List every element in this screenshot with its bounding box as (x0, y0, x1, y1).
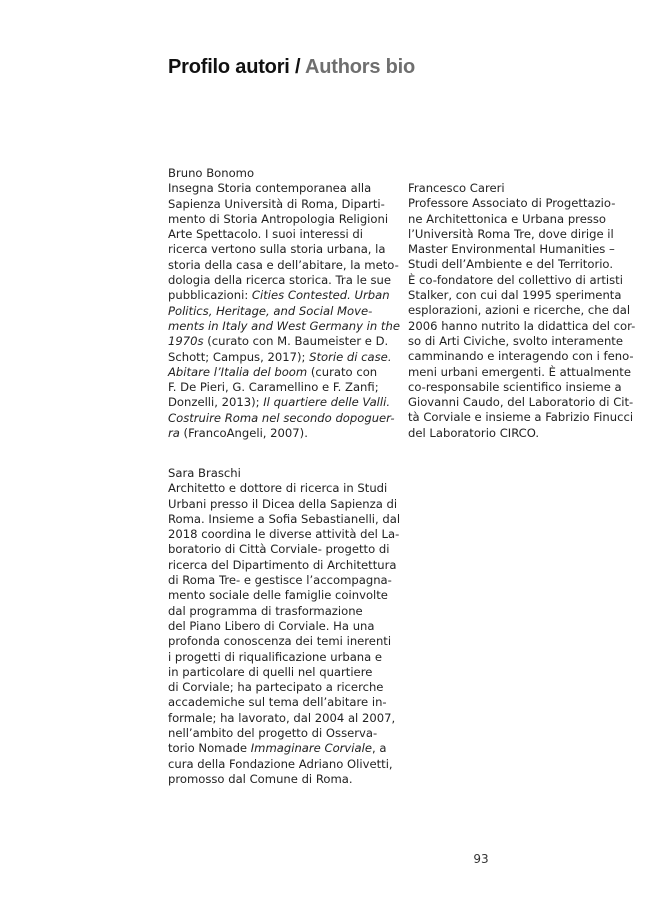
bio-line (408, 426, 635, 441)
bio-line (408, 242, 635, 257)
bio-line (168, 711, 400, 726)
bio-text: torio Nomade (168, 741, 251, 756)
bio-line (168, 619, 400, 634)
bio-line (168, 426, 400, 441)
bio-text: co-responsabile scientifico insieme a (408, 379, 622, 394)
author-bio (168, 181, 400, 441)
bio-text: Schott; Campus, 2017); (168, 349, 310, 364)
bio-line (168, 227, 400, 242)
bio-text: tà Corviale e insieme a Fabrizio Finucci (408, 410, 634, 425)
author-name: Bruno Bonomo (168, 166, 255, 180)
bio-text: di Corviale; ha partecipato a ricerche (168, 680, 384, 695)
italic-title-text: Immaginare Corviale (250, 741, 372, 756)
bio-line (408, 410, 635, 425)
bio-line (168, 304, 400, 319)
author-name: Sara Braschi (168, 466, 241, 480)
bio-line (408, 365, 635, 380)
bio-text: F. De Pieri, G. Caramellino e F. Zanfi; (168, 380, 379, 395)
title-italian: Profilo autori (168, 56, 290, 78)
bio-text: l’Università Roma Tre, dove dirige il (408, 226, 614, 241)
bio-text: del Laboratorio CIRCO. (408, 425, 540, 440)
bio-sara-braschi (168, 466, 400, 787)
italic-title-text: ments in Italy and West Germany in the (168, 318, 400, 333)
bio-line (168, 197, 400, 212)
bio-text: boratorio di Città Corviale- progetto di (168, 542, 390, 557)
italic-title-text: Costruire Roma nel secondo dopoguer- (168, 410, 395, 425)
bio-line (408, 288, 635, 303)
bio-line (408, 349, 635, 364)
bio-text: , a (371, 741, 387, 756)
bio-line (168, 650, 400, 665)
page-title (168, 56, 415, 79)
italic-title-text: Abitare l’Italia del boom (168, 364, 308, 379)
bio-line (408, 227, 635, 242)
bio-line (168, 411, 400, 426)
bio-line (168, 334, 400, 349)
bio-text: so di Arti Civiche, svolto interamente (408, 333, 623, 348)
bio-text: mento di Storia Antropologia Religioni (168, 211, 389, 226)
bio-text: Urbani presso il Dicea della Sapienza di (168, 496, 398, 511)
bio-line (168, 757, 400, 772)
bio-text: del Piano Libero di Corviale. Ha una (168, 618, 375, 633)
italic-title-text: ra (168, 426, 180, 441)
bio-line (168, 481, 400, 496)
bio-line (408, 257, 635, 272)
bio-text: (FrancoAngeli, 2007). (179, 426, 308, 441)
bio-text: Studi dell’Ambiente e del Territorio. (408, 257, 614, 272)
bio-line (168, 512, 400, 527)
bio-line (168, 212, 400, 227)
bio-text: accademiche sul tema dell’abitare in- (168, 695, 387, 710)
bio-text: 2018 coordina le diverse attività del La- (168, 527, 400, 542)
bio-line (168, 258, 400, 273)
bio-line (168, 181, 400, 196)
bio-text: 2006 hanno nutrito la didattica del cor- (408, 318, 636, 333)
bio-line (168, 350, 400, 365)
bio-line (168, 542, 400, 557)
bio-line (168, 573, 400, 588)
bio-text: cura della Fondazione Adriano Olivetti, (168, 756, 393, 771)
bio-line (168, 726, 400, 741)
bio-line (168, 288, 400, 303)
bio-line (168, 680, 400, 695)
bio-text: Master Environmental Humanities – (408, 242, 615, 257)
bio-line (168, 741, 400, 756)
italic-title-text: Il quartiere delle Valli. (263, 395, 391, 410)
bio-line (168, 380, 400, 395)
bio-text: Donzelli, 2013); (168, 395, 264, 410)
bio-text: formale; ha lavorato, dal 2004 al 2007, (168, 710, 396, 725)
bio-line (168, 695, 400, 710)
bio-text: pubblicazioni: (168, 288, 252, 303)
bio-text: Giovanni Caudo, del Laboratorio di Cit- (408, 395, 634, 410)
bio-text: ricerca vertono sulla storia urbana, la (168, 242, 386, 257)
bio-line (168, 242, 400, 257)
bio-text: in particolare di quelli nel quartiere (168, 664, 373, 679)
bio-text: profonda conoscenza dei temi inerenti (168, 634, 392, 649)
bio-line (408, 196, 635, 211)
bio-text: Stalker, con cui dal 1995 sperimenta (408, 288, 622, 303)
bio-text: Architetto e dottore di ricerca in Studi (168, 481, 388, 496)
bio-line (408, 334, 635, 349)
italic-title-text: Politics, Heritage, and Social Move- (168, 303, 373, 318)
bio-text: nell’ambito del progetto di Osserva- (168, 726, 378, 741)
bio-text: È co-fondatore del collettivo di artisti (408, 272, 623, 287)
bio-text: esplorazioni, azioni e ricerche, che dal (408, 303, 631, 318)
bio-line (408, 380, 635, 395)
page-number: 93 (473, 852, 489, 866)
author-name: Francesco Careri (408, 181, 505, 195)
bio-text: ricerca del Dipartimento di Architettura (168, 557, 397, 572)
bio-text: (curato con M. Baumeister e D. (203, 334, 389, 349)
bio-line (168, 604, 400, 619)
bio-line (408, 395, 635, 410)
bio-line (168, 319, 400, 334)
author-bio (168, 481, 400, 787)
bio-text: storia della casa e dell’abitare, la meto- (168, 257, 399, 272)
bio-text: di Roma Tre- e gestisce l’accompagna- (168, 573, 392, 588)
bio-line (168, 365, 400, 380)
bio-line (168, 558, 400, 573)
bio-line (168, 634, 400, 649)
bio-text: Sapienza Università di Roma, Diparti- (168, 196, 385, 211)
bio-line (408, 273, 635, 288)
bio-line (168, 665, 400, 680)
bio-line (168, 395, 400, 410)
bio-text: Professore Associato di Progettazio- (408, 196, 616, 211)
bio-text: mento sociale delle famiglie coinvolte (168, 588, 388, 603)
italic-title-text: 1970s (168, 334, 204, 349)
bio-francesco-careri (408, 181, 635, 441)
bio-line (168, 497, 400, 512)
title-english: Authors bio (304, 56, 415, 78)
bio-line (168, 588, 400, 603)
bio-text: i progetti di riqualificazione urbana e (168, 649, 383, 664)
title-separator: / (289, 56, 305, 78)
bio-line (168, 273, 400, 288)
bio-text: (curato con (307, 364, 378, 379)
bio-line (168, 527, 400, 542)
bio-text: dologia della ricerca storica. Tra le sue (168, 273, 392, 288)
bio-text: ne Architettonica e Urbana presso (408, 211, 606, 226)
author-bio (408, 196, 635, 441)
italic-title-text: Cities Contested. Urban (251, 288, 390, 303)
bio-text: camminando e interagendo con i feno- (408, 349, 634, 364)
bio-text: Arte Spettacolo. I suoi interessi di (168, 227, 364, 242)
bio-text: Insegna Storia contemporanea alla (168, 181, 372, 196)
italic-title-text: Storie di case. (309, 349, 392, 364)
bio-text: dal programma di trasformazione (168, 603, 363, 618)
bio-bruno-bonomo (168, 166, 400, 441)
bio-line (408, 319, 635, 334)
bio-line (408, 303, 635, 318)
bio-line (168, 772, 400, 787)
bio-line (408, 212, 635, 227)
bio-text: Roma. Insieme a Sofia Sebastianelli, dal (168, 511, 401, 526)
bio-text: promosso dal Comune di Roma. (168, 771, 353, 786)
bio-text: meni urbani emergenti. È attualmente (408, 364, 631, 379)
